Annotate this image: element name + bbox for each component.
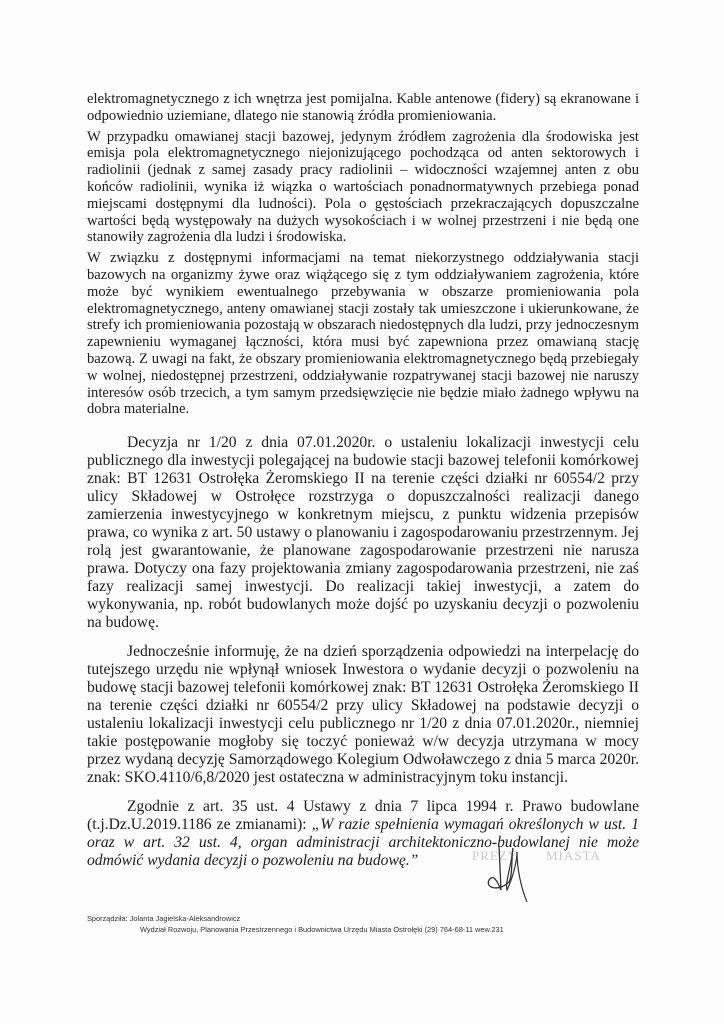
signature-icon: [487, 838, 567, 908]
stamp-text-part2: MIASTA: [546, 848, 601, 863]
stamp-text-part1: PREZY: [472, 848, 519, 863]
department-contact: Wydział Rozwoju, Planowania Przestrzennego i Budownictwa Urzędu Miasta Ostrołęki (29) 764-68-11 wew.231: [140, 925, 504, 934]
section-environmental-impact: [87, 91, 639, 422]
section-legal-decision: [87, 434, 639, 881]
prepared-by: Sporządziła: Jolanta Jagielska-Aleksandrowicz: [87, 914, 241, 923]
paragraph-information: Jednocześnie informuję, że na dzień sporządzenia odpowiedzi na interpelację do tutejszego urzędu nie wpłynął wniosek Inwestora o wydanie decyzji o pozwoleniu na budowę stacji bazowej telefonii komórkowej znak: BT 12631 Ostrołęka Żeromskiego II na terenie części działki nr 60554/2 przy ulicy Składowej na podstawie decyzji o ustaleniu lokalizacji inwestycji celu publicznego nr 1/20 z dnia 07.01.2020r., niemniej takie postępowanie mogłoby się toczyć ponieważ w/w decyzja utrzymana w mocy przez wydaną decyzję Samorządowego Kolegium Odwoławczego z dnia 5 marca 2020r. znak: SKO.4110/6,8/2020 jest ostateczna w administracyjnym toku instancji.: [87, 643, 639, 786]
paragraph-decision: Decyzja nr 1/20 z dnia 07.01.2020r. o ustaleniu lokalizacji inwestycji celu publicznego dla inwestycji polegającej na budowie stacji bazowej telefonii komórkowej znak: BT 12631 Ostrołęka Żeromskiego II na terenie części działki nr 60554/2 przy ulicy Składowej w Ostrołęce rozstrzyga o dopuszczalności realizacji danego zamierzenia inwestycyjnego w konkretnym miejscu, z punktu widzenia przepisów prawa, co wynika z art. 50 ustawy o planowaniu i zagospodarowaniu przestrzennym. Jej rolą jest gwarantowanie, że planowane zagospodarowanie przestrzeni nie narusza prawa. Dotyczy ona fazy projektowania zmiany zagospodarowania przestrzeni, nie zaś fazy realizacji samej inwestycji. Do realizacji takiej inwestycji, a zatem do wykonywania, np. robót budowlanych może dojść po uzyskaniu decyzji o pozwoleniu na budowę.: [87, 434, 639, 631]
paragraph: W związku z dostępnymi informacjami na temat niekorzystnego oddziaływania stacji bazowych na organizmy żywe oraz wiążącego się z tym oddziaływaniem zagrożenia, które może być wynikiem ewentualnego przebywania w obszarze promieniowania pola elektromagnetycznego, anteny omawianej stacji zostały tak umieszczone i ukierunkowane, że strefy ich promieniowania pozostają w obszarach niedostępnych dla ludzi, przy jednoczesnym zapewnieniu wymaganej łączności, która musi być zapewniona przez omawianą stację bazową. Z uwagi na fakt, że obszary promieniowania elektromagnetycznego będą przebiegały w wolnej, niedostępnej przestrzeni, oddziaływanie rozpatrywanej stacji bazowej nie naruszy interesów osób trzecich, a tym samym przedsięwzięcie nie będzie miało żadnego wpływu na dobra materialne.: [87, 250, 639, 418]
paragraph: W przypadku omawianej stacji bazowej, jedynym źródłem zagrożenia dla środowiska jest emisja pola elektromagnetycznego niejonizującego pochodząca od anten sektorowych i radiolinii (jednak z samej zasady pracy radiolinii – widoczności wzajemnej anten z obu końców radiolinii, wynika iż wiązka o wartościach ponadnormatywnych przebiega ponad miejscami dostępnymi dla ludności). Pola o gęstościach przekraczających dopuszczalne wartości będą występowały na dużych wysokościach i w wolnej przestrzeni i nie będą one stanowiły zagrożenia dla ludzi i środowiska.: [87, 128, 639, 246]
legal-quote: „W razie spełnienia wymagań określonych w ust. 1 oraz w art. 32 ust. 4, organ administracji architektoniczno-budowlanej nie może odmówić wydania decyzji o pozwoleniu na budowę.”: [87, 816, 640, 869]
citation-intro: Zgodnie z art. 35 ust. 4 Ustawy z dnia 7 lipca 1994 r. Prawo budowlane (t.j.Dz.U.2019.1186 ze zmianami):: [87, 798, 639, 833]
document-footer: [87, 913, 504, 935]
paragraph: elektromagnetycznego z ich wnętrza jest pomijalna. Kable antenowe (fidery) są ekranowane i odpowiednio uziemiane, dlatego nie stanowią źródła promieniowania.: [87, 91, 639, 124]
